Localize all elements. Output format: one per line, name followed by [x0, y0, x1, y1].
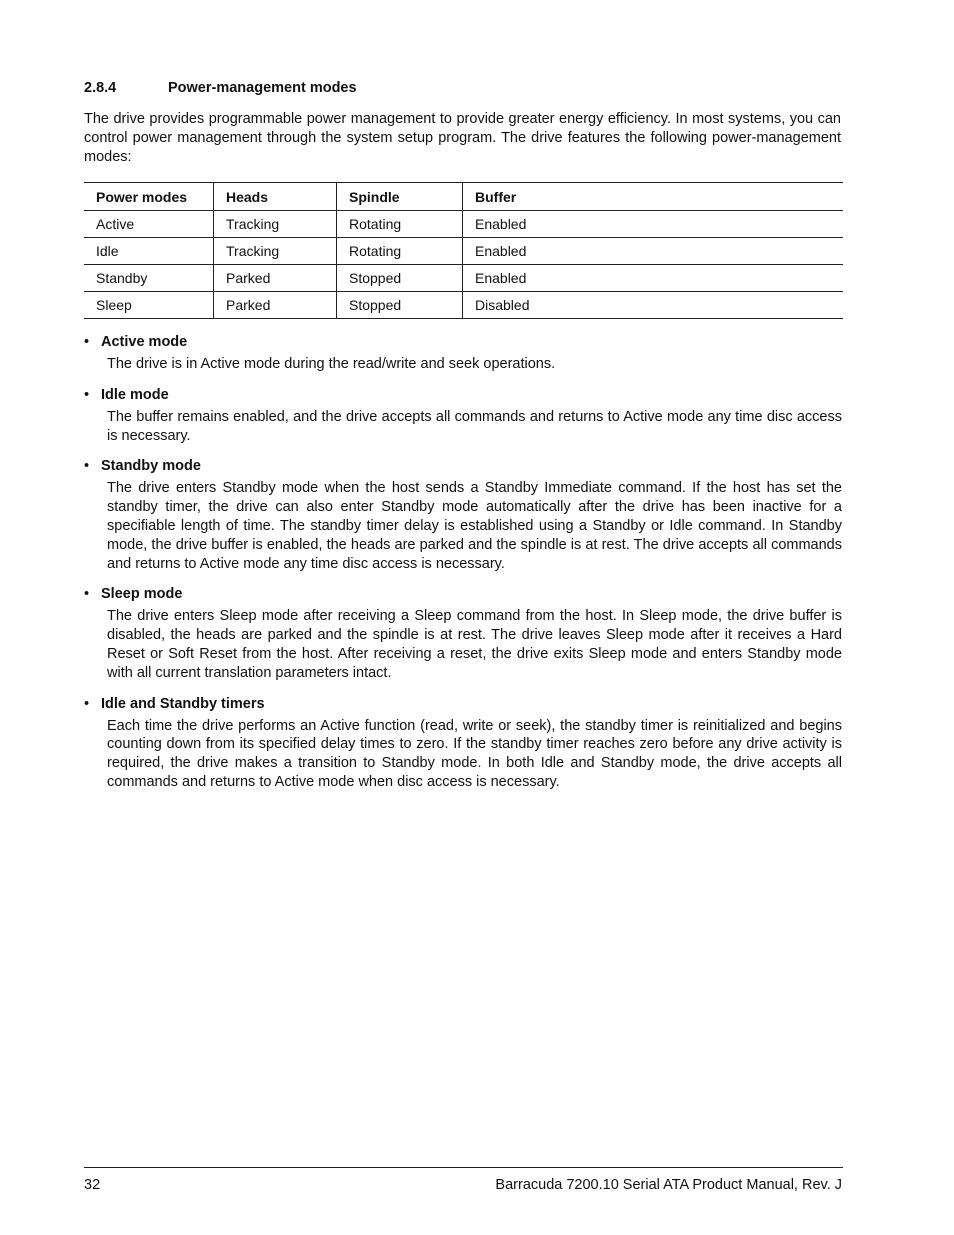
mode-item-timers: [84, 695, 842, 792]
bullet-icon: •: [84, 458, 90, 475]
mode-title: Idle mode: [101, 386, 169, 403]
table-cell: Sleep: [84, 292, 214, 319]
bullet-icon: •: [84, 586, 90, 603]
page-number: 32: [84, 1177, 101, 1193]
table-cell: Active: [84, 211, 214, 238]
table-cell: Enabled: [463, 265, 844, 292]
table-cell: Rotating: [337, 211, 463, 238]
section-heading: [84, 80, 357, 96]
mode-item-sleep: [84, 585, 842, 682]
table-row: [84, 238, 843, 265]
header-power-modes: Power modes: [84, 183, 214, 211]
mode-description: Each time the drive performs an Active function (read, write or seek), the standby timer is reinitialized and begins counting down from its specified delay times to zero. If the standby timer reaches zero before any drive activity is required, the drive makes a transition to Standby mode. In both Idle and Standby mode, the drive accepts all commands and returns to Active mode when disc access is necessary.: [107, 717, 842, 790]
table-cell: Tracking: [214, 211, 337, 238]
mode-description: The buffer remains enabled, and the drive accepts all commands and returns to Active mode any time disc access is necessary.: [107, 408, 842, 444]
mode-title: Idle and Standby timers: [101, 695, 265, 712]
bullet-icon: •: [84, 695, 90, 712]
table-cell: Parked: [214, 265, 337, 292]
table-cell: Disabled: [463, 292, 844, 319]
table-cell: Standby: [84, 265, 214, 292]
mode-item-standby: [84, 457, 842, 573]
mode-title: Sleep mode: [101, 586, 183, 603]
table-cell: Stopped: [337, 292, 463, 319]
mode-description: The drive enters Standby mode when the host sends a Standby Immediate command. If the host has set the standby timer, the drive can also enter Standby mode automatically after the drive has been inactive for a specifiable length of time. The standby timer delay is established using a Standby or Idle command. In Standby mode, the drive buffer is enabled, the heads are parked and the spindle is at rest. The drive accepts all commands and returns to Active mode any time disc access is necessary.: [107, 480, 842, 572]
table-cell: Tracking: [214, 238, 337, 265]
document-title: Barracuda 7200.10 Serial ATA Product Manual, Rev. J: [495, 1177, 842, 1193]
mode-title: Active mode: [101, 334, 188, 350]
header-spindle: Spindle: [337, 183, 463, 211]
table-row: [84, 292, 843, 319]
section-number: 2.8.4: [84, 80, 117, 96]
table-cell: Idle: [84, 238, 214, 265]
footer-divider: [84, 1167, 843, 1168]
bullet-icon: •: [84, 334, 90, 350]
table-header-row: [84, 183, 843, 211]
table-cell: Enabled: [463, 238, 844, 265]
table-cell: Rotating: [337, 238, 463, 265]
section-title: Power-management modes: [168, 80, 357, 96]
mode-description: The drive enters Sleep mode after receiving a Sleep command from the host. In Sleep mode, the drive buffer is disabled, the heads are parked and the spindle is at rest. The drive leaves Sleep mode after it receives a Hard Reset or Soft Reset from the host. After receiving a reset, the drive exits Sleep mode and enters Standby mode with all current translation parameters intact.: [107, 608, 842, 681]
mode-item-active: [84, 333, 842, 374]
bullet-icon: •: [84, 386, 90, 403]
table-cell: Stopped: [337, 265, 463, 292]
mode-descriptions: [84, 333, 842, 804]
mode-item-idle: [84, 386, 842, 446]
mode-description: The drive is in Active mode during the read/write and seek operations.: [107, 356, 556, 372]
intro-paragraph: The drive provides programmable power management to provide greater energy efficiency. In most systems, you can control power management through the system setup program. The drive features the following power-management modes:: [84, 111, 841, 165]
table-cell: Enabled: [463, 211, 844, 238]
table-cell: Parked: [214, 292, 337, 319]
table-row: [84, 265, 843, 292]
header-heads: Heads: [214, 183, 337, 211]
mode-title: Standby mode: [101, 458, 201, 475]
table-row: [84, 211, 843, 238]
power-modes-table: [84, 182, 843, 319]
header-buffer: Buffer: [463, 183, 844, 211]
